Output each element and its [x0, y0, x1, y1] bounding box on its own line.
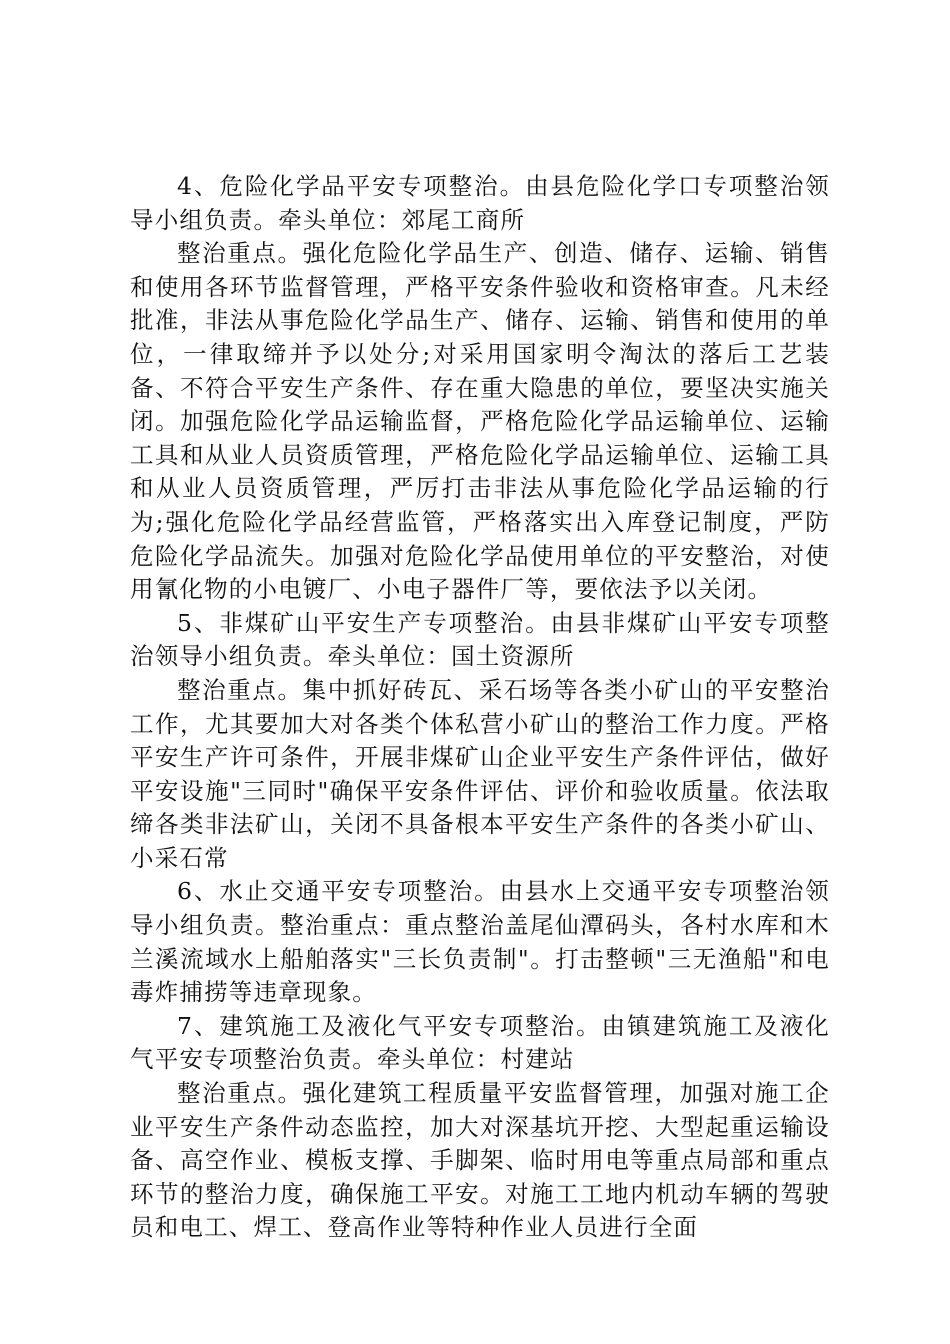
section-4-body: 整治重点。强化危险化学品生产、创造、储存、运输、销售和使用各环节监督管理，严格平安条件验收和资格审查。凡未经批准，非法从事危险化学品生产、储存、运输、销售和使用的单位，一律取缔并予以处分;对采用国家明令淘汰的落后工艺装备、不符合平安生产条件、存在重大隐患的单位，要坚决实施关闭。加强危险化学品运输监督，严格危险化学品运输单位、运输工具和从业人员资质管理，严格危险化学品运输单位、运输工具和从业人员资质管理，严厉打击非法从事危险化学品运输的行为;强化危险化学品经营监管，严格落实出入库登记制度，严防危险化学品流失。加强对危险化学品使用单位的平安整治，对使用氰化物的小电镀厂、小电子器件厂等，要依法予以关闭。: [130, 239, 830, 604]
section-7-body: 整治重点。强化建筑工程质量平安监督管理，加强对施工企业平安生产条件动态监控，加大对深基坑开挖、大型起重运输设备、高空作业、模板支撑、手脚架、临时用电等重点局部和重点环节的整治力度，确保施工平安。对施工工地内机动车辆的驾驶员和电工、焊工、登高作业等特种作业人员进行全面: [130, 1079, 830, 1242]
section-5-heading: 5、非煤矿山平安生产专项整治。由县非煤矿山平安专项整治领导小组负责。牵头单位：国土资源所: [130, 608, 830, 671]
section-4-heading: 4、危险化学品平安专项整治。由县危险化学口专项整治领导小组负责。牵头单位：郊尾工商所: [130, 172, 830, 234]
section-6-paragraph: 6、水止交通平安专项整治。由县水上交通平安专项整治领导小组负责。整治重点：重点整治盖尾仙潭码头，各村水库和木兰溪流域水上船舶落实"三长负责制"。打击整顿"三无渔船"和电毒炸捕捞等违章现象。: [130, 877, 830, 1007]
section-5-body: 整治重点。集中抓好砖瓦、采石场等各类小矿山的平安整治工作，尤其要加大对各类个体私营小矿山的整治工作力度。严格平安生产许可条件，开展非煤矿山企业平安生产条件评估，做好平安设施"三同时"确保平安条件评估、评价和验收质量。依法取缔各类非法矿山，关闭不具备根本平安生产条件的各类小矿山、小采石常: [130, 675, 830, 872]
document-body: [130, 170, 830, 1245]
section-7-heading: 7、建筑施工及液化气平安专项整治。由镇建筑施工及液化气平安专项整治负责。牵头单位：村建站: [130, 1011, 830, 1074]
